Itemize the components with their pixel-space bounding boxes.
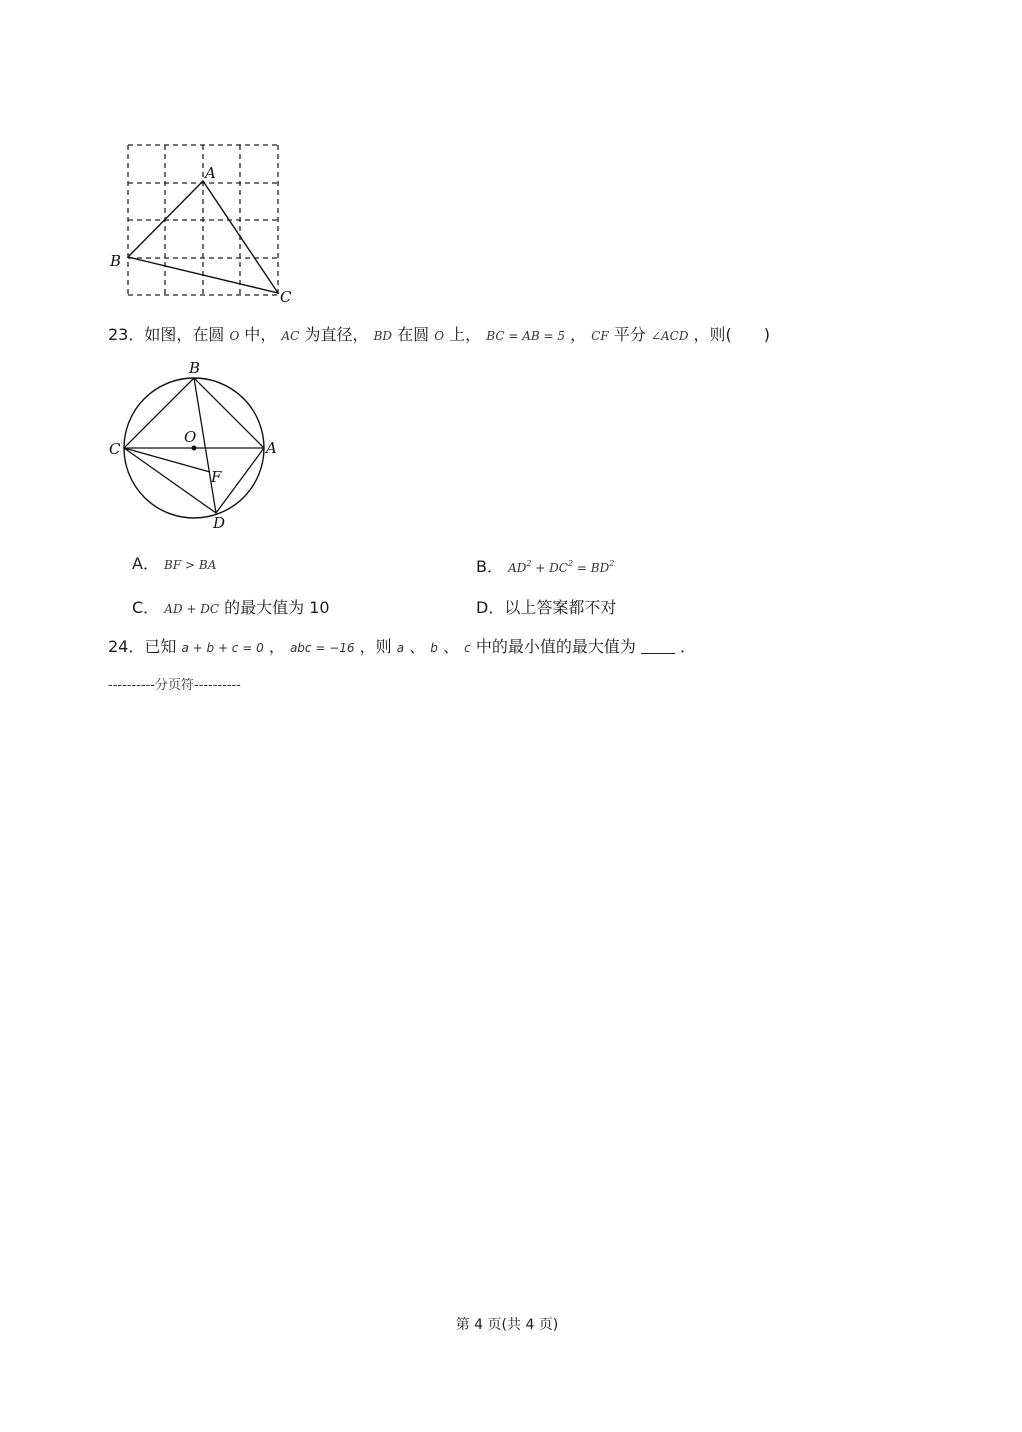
answer-blank[interactable] [641,639,675,654]
option-d: D．以上答案都不对 [476,598,617,617]
option-a-key: A． [132,554,159,573]
label-a: A [266,439,277,457]
grid-triangle-figure [104,136,304,310]
question-24-stem: 24．已知 a + b + c = 0 ， abc = −16 ，则 a 、 b 、 c 中的最小值的最大值为 ． [108,637,697,656]
question-23-stem: 23．如图，在圆 O 中， AC 为直径， BD 在圆 O 上， BC = AB = 5 ， CF 平分 ∠ACD ，则( ) [108,325,771,344]
option-d-key: D． [476,598,505,617]
label-c: C [109,440,121,458]
dashed-grid [128,145,278,295]
label-b: B [189,359,201,377]
circle-figure [104,356,294,536]
label-a: A [205,164,216,182]
label-b: B [110,252,122,270]
option-b: B． $AD^2 + DC^2 = BD^2$ [476,557,615,576]
center-point [192,446,197,451]
question-number: 24 [108,637,129,656]
label-c: C [280,288,292,306]
option-c: C． AD + DC 的最大值为 10 [132,598,330,617]
option-c-key: C． [132,598,160,617]
page-footer: 第 4 页(共 4 页) [455,1317,559,1333]
page-break-marker: ----------分页符---------- [108,678,241,693]
label-d: D [213,514,226,532]
label-o: O [184,428,197,446]
question-number: 23 [108,325,129,344]
page-break-label: 分页符 [154,678,194,693]
label-f: F [211,468,222,486]
option-a: A． BF > BA [132,554,217,573]
option-b-key: B． [476,557,503,576]
